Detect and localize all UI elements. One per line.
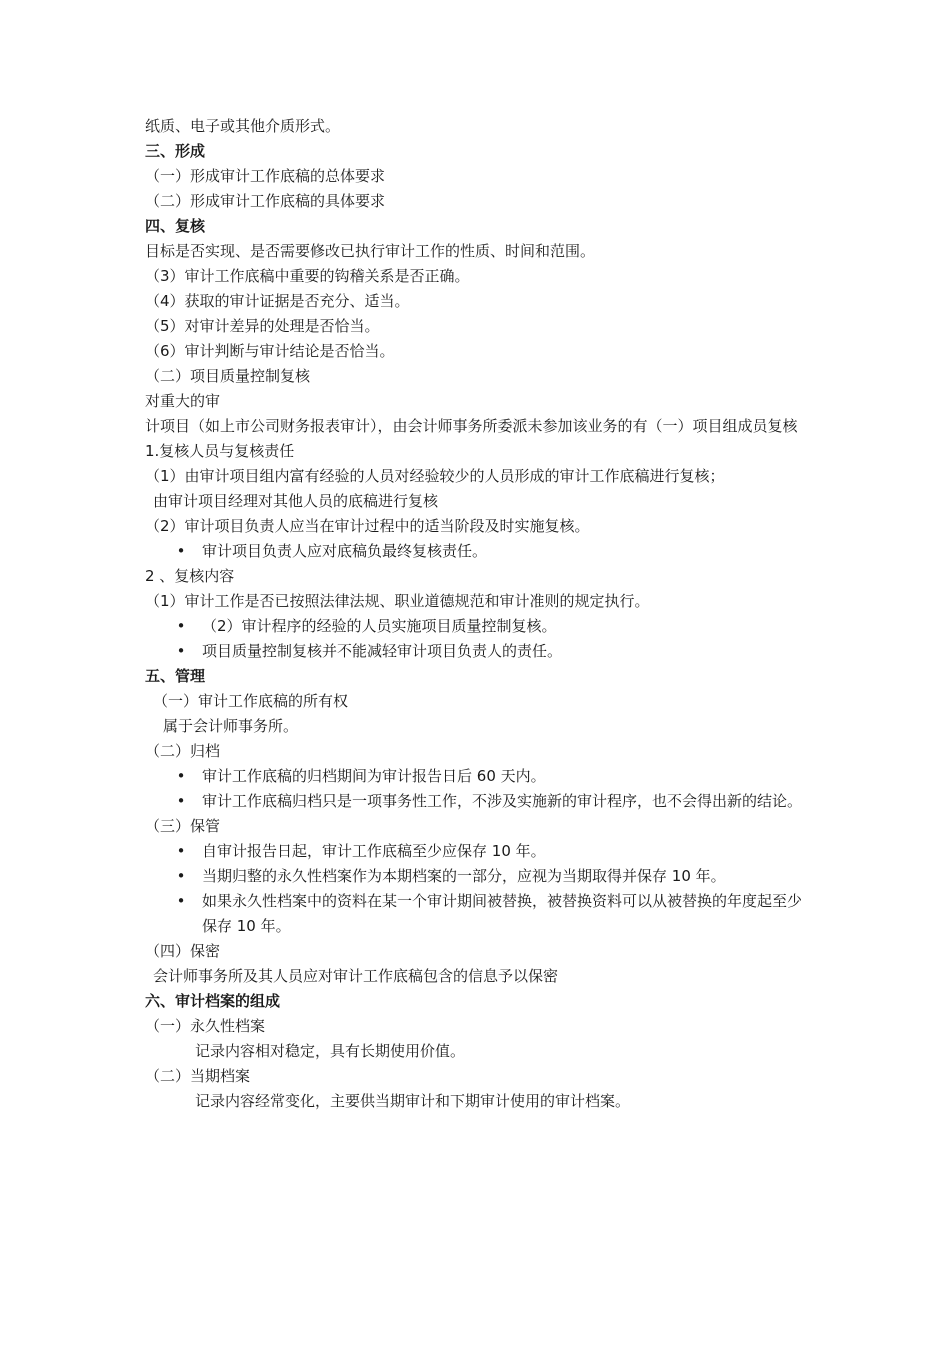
subsection-heading: （二）项目质量控制复核 bbox=[145, 367, 311, 385]
bullet-icon: • bbox=[176, 542, 186, 560]
bullet-item bbox=[145, 839, 815, 864]
subsection-heading: （一）形成审计工作底稿的总体要求 bbox=[145, 167, 386, 185]
bullet-icon: • bbox=[176, 892, 186, 910]
bullet-text: （2）审计程序的经验的人员实施项目质量控制复核。 bbox=[202, 617, 557, 635]
bullet-icon: • bbox=[176, 792, 186, 810]
text-line: 记录内容经常变化，主要供当期审计和下期审计使用的审计档案。 bbox=[195, 1092, 631, 1110]
bullet-text: 审计工作底稿的归档期间为审计报告日后 60 天内。 bbox=[202, 767, 546, 785]
bullet-icon: • bbox=[176, 767, 186, 785]
text-line: 会计师事务所及其人员应对审计工作底稿包含的信息予以保密 bbox=[153, 967, 559, 985]
section-heading: 四、复核 bbox=[145, 217, 206, 235]
list-item: （5）对审计差异的处理是否恰当。 bbox=[145, 317, 380, 335]
list-item: （4）获取的审计证据是否充分、适当。 bbox=[145, 292, 410, 310]
bullet-icon: • bbox=[176, 842, 186, 860]
bullet-item bbox=[145, 764, 815, 789]
bullet-item bbox=[145, 539, 815, 564]
subsection-heading: （二）当期档案 bbox=[145, 1067, 251, 1085]
bullet-item bbox=[145, 614, 815, 639]
text-line: 纸质、电子或其他介质形式。 bbox=[145, 117, 341, 135]
text-line: 属于会计师事务所。 bbox=[163, 717, 299, 735]
list-item: （3）审计工作底稿中重要的钩稽关系是否正确。 bbox=[145, 267, 470, 285]
bullet-item bbox=[145, 639, 815, 664]
subsection-heading: （二）归档 bbox=[145, 742, 221, 760]
bullet-icon: • bbox=[176, 642, 186, 660]
subsection-heading: （四）保密 bbox=[145, 942, 221, 960]
bullet-item bbox=[145, 789, 815, 814]
list-item: （6）审计判断与审计结论是否恰当。 bbox=[145, 342, 395, 360]
document-body bbox=[145, 114, 815, 1114]
text-line: 2 、复核内容 bbox=[145, 567, 235, 585]
text-line: 对重大的审 bbox=[145, 392, 221, 410]
bullet-icon: • bbox=[176, 617, 186, 635]
text-line: 记录内容相对稳定，具有长期使用价值。 bbox=[195, 1042, 466, 1060]
bullet-text: 审计工作底稿归档只是一项事务性工作，不涉及实施新的审计程序，也不会得出新的结论。 bbox=[202, 792, 803, 810]
subsection-heading: （三）保管 bbox=[145, 817, 221, 835]
bullet-icon: • bbox=[176, 867, 186, 885]
section-heading: 六、审计档案的组成 bbox=[145, 992, 281, 1010]
bullet-text: 自审计报告日起，审计工作底稿至少应保存 10 年。 bbox=[202, 842, 546, 860]
text-line: 由审计项目经理对其他人员的底稿进行复核 bbox=[153, 492, 439, 510]
text-paragraph: 计项目（如上市公司财务报表审计），由会计师事务所委派未参加该业务的有（一）项目组成员复核 bbox=[145, 417, 798, 435]
list-item: （1）由审计项目组内富有经验的人员对经验较少的人员形成的审计工作底稿进行复核； bbox=[145, 467, 725, 485]
text-line: 目标是否实现、是否需要修改已执行审计工作的性质、时间和范围。 bbox=[145, 242, 596, 260]
bullet-text: 如果永久性档案中的资料在某一个审计期间被替换，被替换资料可以从被替换的年度起至少保存 10 年。 bbox=[202, 892, 803, 935]
subsection-heading: （一）审计工作底稿的所有权 bbox=[153, 692, 349, 710]
bullet-text: 当期归整的永久性档案作为本期档案的一部分，应视为当期取得并保存 10 年。 bbox=[202, 867, 726, 885]
text-line: 1.复核人员与复核责任 bbox=[145, 442, 295, 460]
section-heading: 五、管理 bbox=[145, 667, 206, 685]
list-item: （1）审计工作是否已按照法律法规、职业道德规范和审计准则的规定执行。 bbox=[145, 592, 650, 610]
bullet-text: 项目质量控制复核并不能减轻审计项目负责人的责任。 bbox=[202, 642, 563, 660]
bullet-item bbox=[145, 864, 815, 889]
section-heading: 三、形成 bbox=[145, 142, 206, 160]
bullet-text: 审计项目负责人应对底稿负最终复核责任。 bbox=[202, 542, 488, 560]
bullet-item bbox=[145, 889, 815, 939]
subsection-heading: （一）永久性档案 bbox=[145, 1017, 266, 1035]
list-item: （2）审计项目负责人应当在审计过程中的适当阶段及时实施复核。 bbox=[145, 517, 590, 535]
subsection-heading: （二）形成审计工作底稿的具体要求 bbox=[145, 192, 386, 210]
